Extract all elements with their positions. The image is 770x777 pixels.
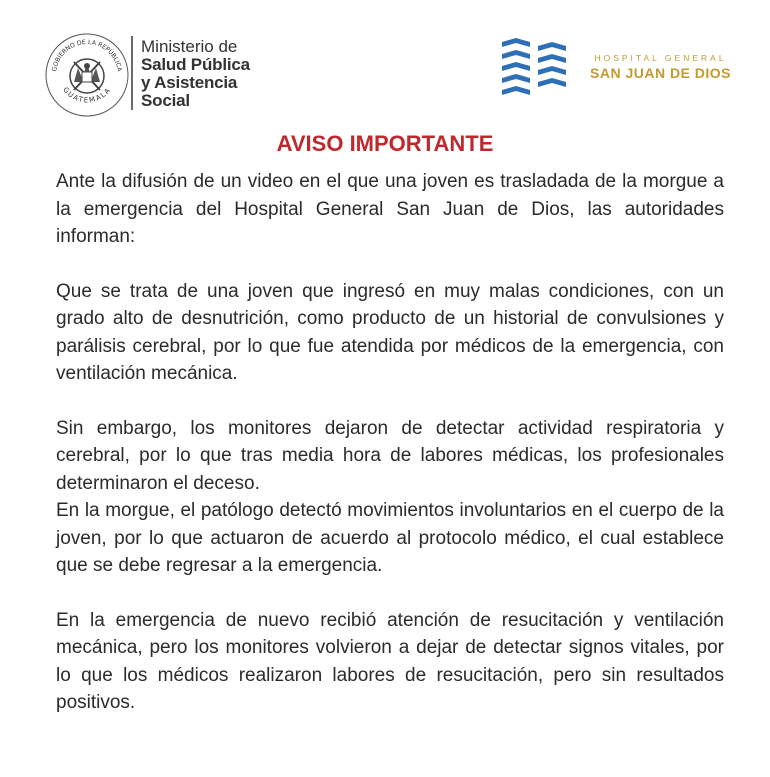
- header: [0, 0, 770, 130]
- paragraph-3: Sin embargo, los monitores dejaron de detectar actividad respiratoria y cerebral, por lo que tras media hora de labores médicas, los profesionales determinaron el deceso.: [56, 417, 724, 494]
- ministry-line3: y Asistencia: [141, 73, 238, 92]
- hospital-name-small: HOSPITAL GENERAL: [594, 53, 727, 63]
- seal-bottom-text: GUATEMALA: [61, 85, 113, 105]
- guatemala-seal-icon: [44, 32, 130, 118]
- ministry-name: [141, 38, 250, 110]
- ministry-line2: Salud Pública: [141, 55, 250, 74]
- notice-body: [56, 168, 724, 717]
- ministry-divider: [131, 36, 133, 110]
- ministry-line1: Ministerio de: [141, 37, 238, 56]
- svg-text:GUATEMALA: [61, 86, 113, 105]
- notice-title: AVISO IMPORTANTE: [276, 131, 494, 156]
- ministry-line4: Social: [141, 91, 190, 110]
- hospital-name-big: SAN JUAN DE DIOS: [590, 65, 732, 81]
- paragraph-2: Que se trata de una joven que ingresó en muy malas condiciones, con un grado alto de desnutrición, como producto de un historial de convulsiones y parálisis cerebral, por lo que fue atendida por médicos de la emergencia, con ventilación mecánica.: [56, 280, 724, 384]
- paragraph-5: En la emergencia de nuevo recibió atención de resucitación y ventilación mecánica, pero los monitores volvieron a dejar de detectar signos vitales, por lo que los médicos realizaron labores de resucitación, pero sin resultados positivos.: [56, 609, 724, 713]
- paragraph-1: Ante la difusión de un video en el que una joven es trasladada de la morgue a la emergencia del Hospital General San Juan de Dios, las autoridades informan:: [56, 171, 724, 247]
- hospital-logo-icon: [500, 36, 570, 100]
- seal-top-text: GOBIERNO DE LA REPÚBLICA: [51, 38, 123, 73]
- hospital-name: [590, 53, 731, 81]
- paragraph-4: En la morgue, el patólogo detectó movimientos involuntarios en el cuerpo de la joven, por lo que actuaron de acuerdo al protocolo médico, el cual establece que se debe regresar a la emergencia.: [56, 500, 724, 576]
